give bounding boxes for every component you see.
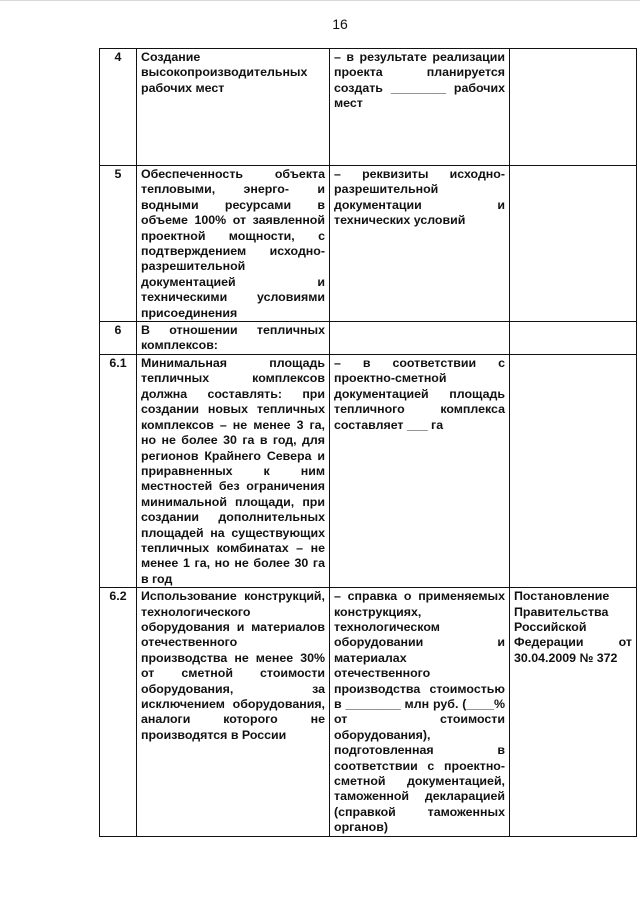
table-row (100, 355, 637, 588)
document-text: – в соответствии с проектно-сметной документацией площадь тепличного комплекса составляет ___ га (334, 356, 505, 432)
row-number: 6.1 (100, 355, 137, 588)
document-cell (330, 322, 510, 355)
criterion-cell (137, 49, 330, 166)
document-cell (330, 49, 510, 166)
requirements-table (99, 48, 637, 837)
table-row (100, 588, 637, 837)
document-text: – реквизиты исходно-разрешительной документации и технических условий (334, 167, 505, 228)
row-number: 6 (100, 322, 137, 355)
page-number: 16 (332, 16, 348, 32)
basis-cell (510, 166, 637, 322)
basis-cell (510, 322, 637, 355)
criterion-text: Обеспеченность объекта тепловыми, энерго- и водными ресурсами в объеме 100% от заявленной проектной мощности, с подтверждением исходно-разрешительной документацией и техническими условиями присоединения (141, 167, 325, 320)
basis-text: Постановление Правительства Российской Федерации от 30.04.2009 № 372 (514, 589, 632, 665)
basis-cell (510, 588, 637, 837)
criterion-cell (137, 588, 330, 837)
criterion-text: Создание высокопроизводительных рабочих мест (141, 50, 308, 95)
document-cell (330, 166, 510, 322)
basis-cell (510, 355, 637, 588)
criterion-text: Минимальная площадь тепличных комплексов должна составлять: при создании новых тепличных комплексов – не менее 3 га, но не более 30 га в год, для регионов Крайнего Севера и приравненных к ним местностей без ограничения минимальной площади, при создании дополнительных площадей на существующих тепличных комбинатах – не менее 1 га, но не более 30 га в год (141, 356, 325, 586)
table-row (100, 322, 637, 355)
criterion-cell (137, 355, 330, 588)
document-cell (330, 355, 510, 588)
row-number: 6.2 (100, 588, 137, 837)
basis-cell (510, 49, 637, 166)
criterion-cell (137, 322, 330, 355)
document-text: – в результате реализации проекта планируется создать ________ рабочих мест (334, 50, 505, 111)
row-number: 4 (100, 49, 137, 166)
table-row (100, 166, 637, 322)
table-row (100, 49, 637, 166)
row-number: 5 (100, 166, 137, 322)
document-cell (330, 588, 510, 837)
document-text: – справка о применяемых конструкциях, технологическом оборудовании и материалах отечественного производства стоимостью в ________ млн руб. (____% от стоимости оборудования), подготовленная в соответствии с проектно-сметной документацией, таможенной декларацией (справкой таможенных органов) (334, 589, 505, 835)
top-scan-edge (0, 0, 640, 3)
criterion-text: В отношении тепличных комплексов: (141, 323, 325, 353)
criterion-cell (137, 166, 330, 322)
criterion-text: Использование конструкций, технологического оборудования и материалов отечественного производства не менее 30% от сметной стоимости оборудования, за исключением оборудования, аналоги которого не производятся в России (141, 589, 325, 742)
